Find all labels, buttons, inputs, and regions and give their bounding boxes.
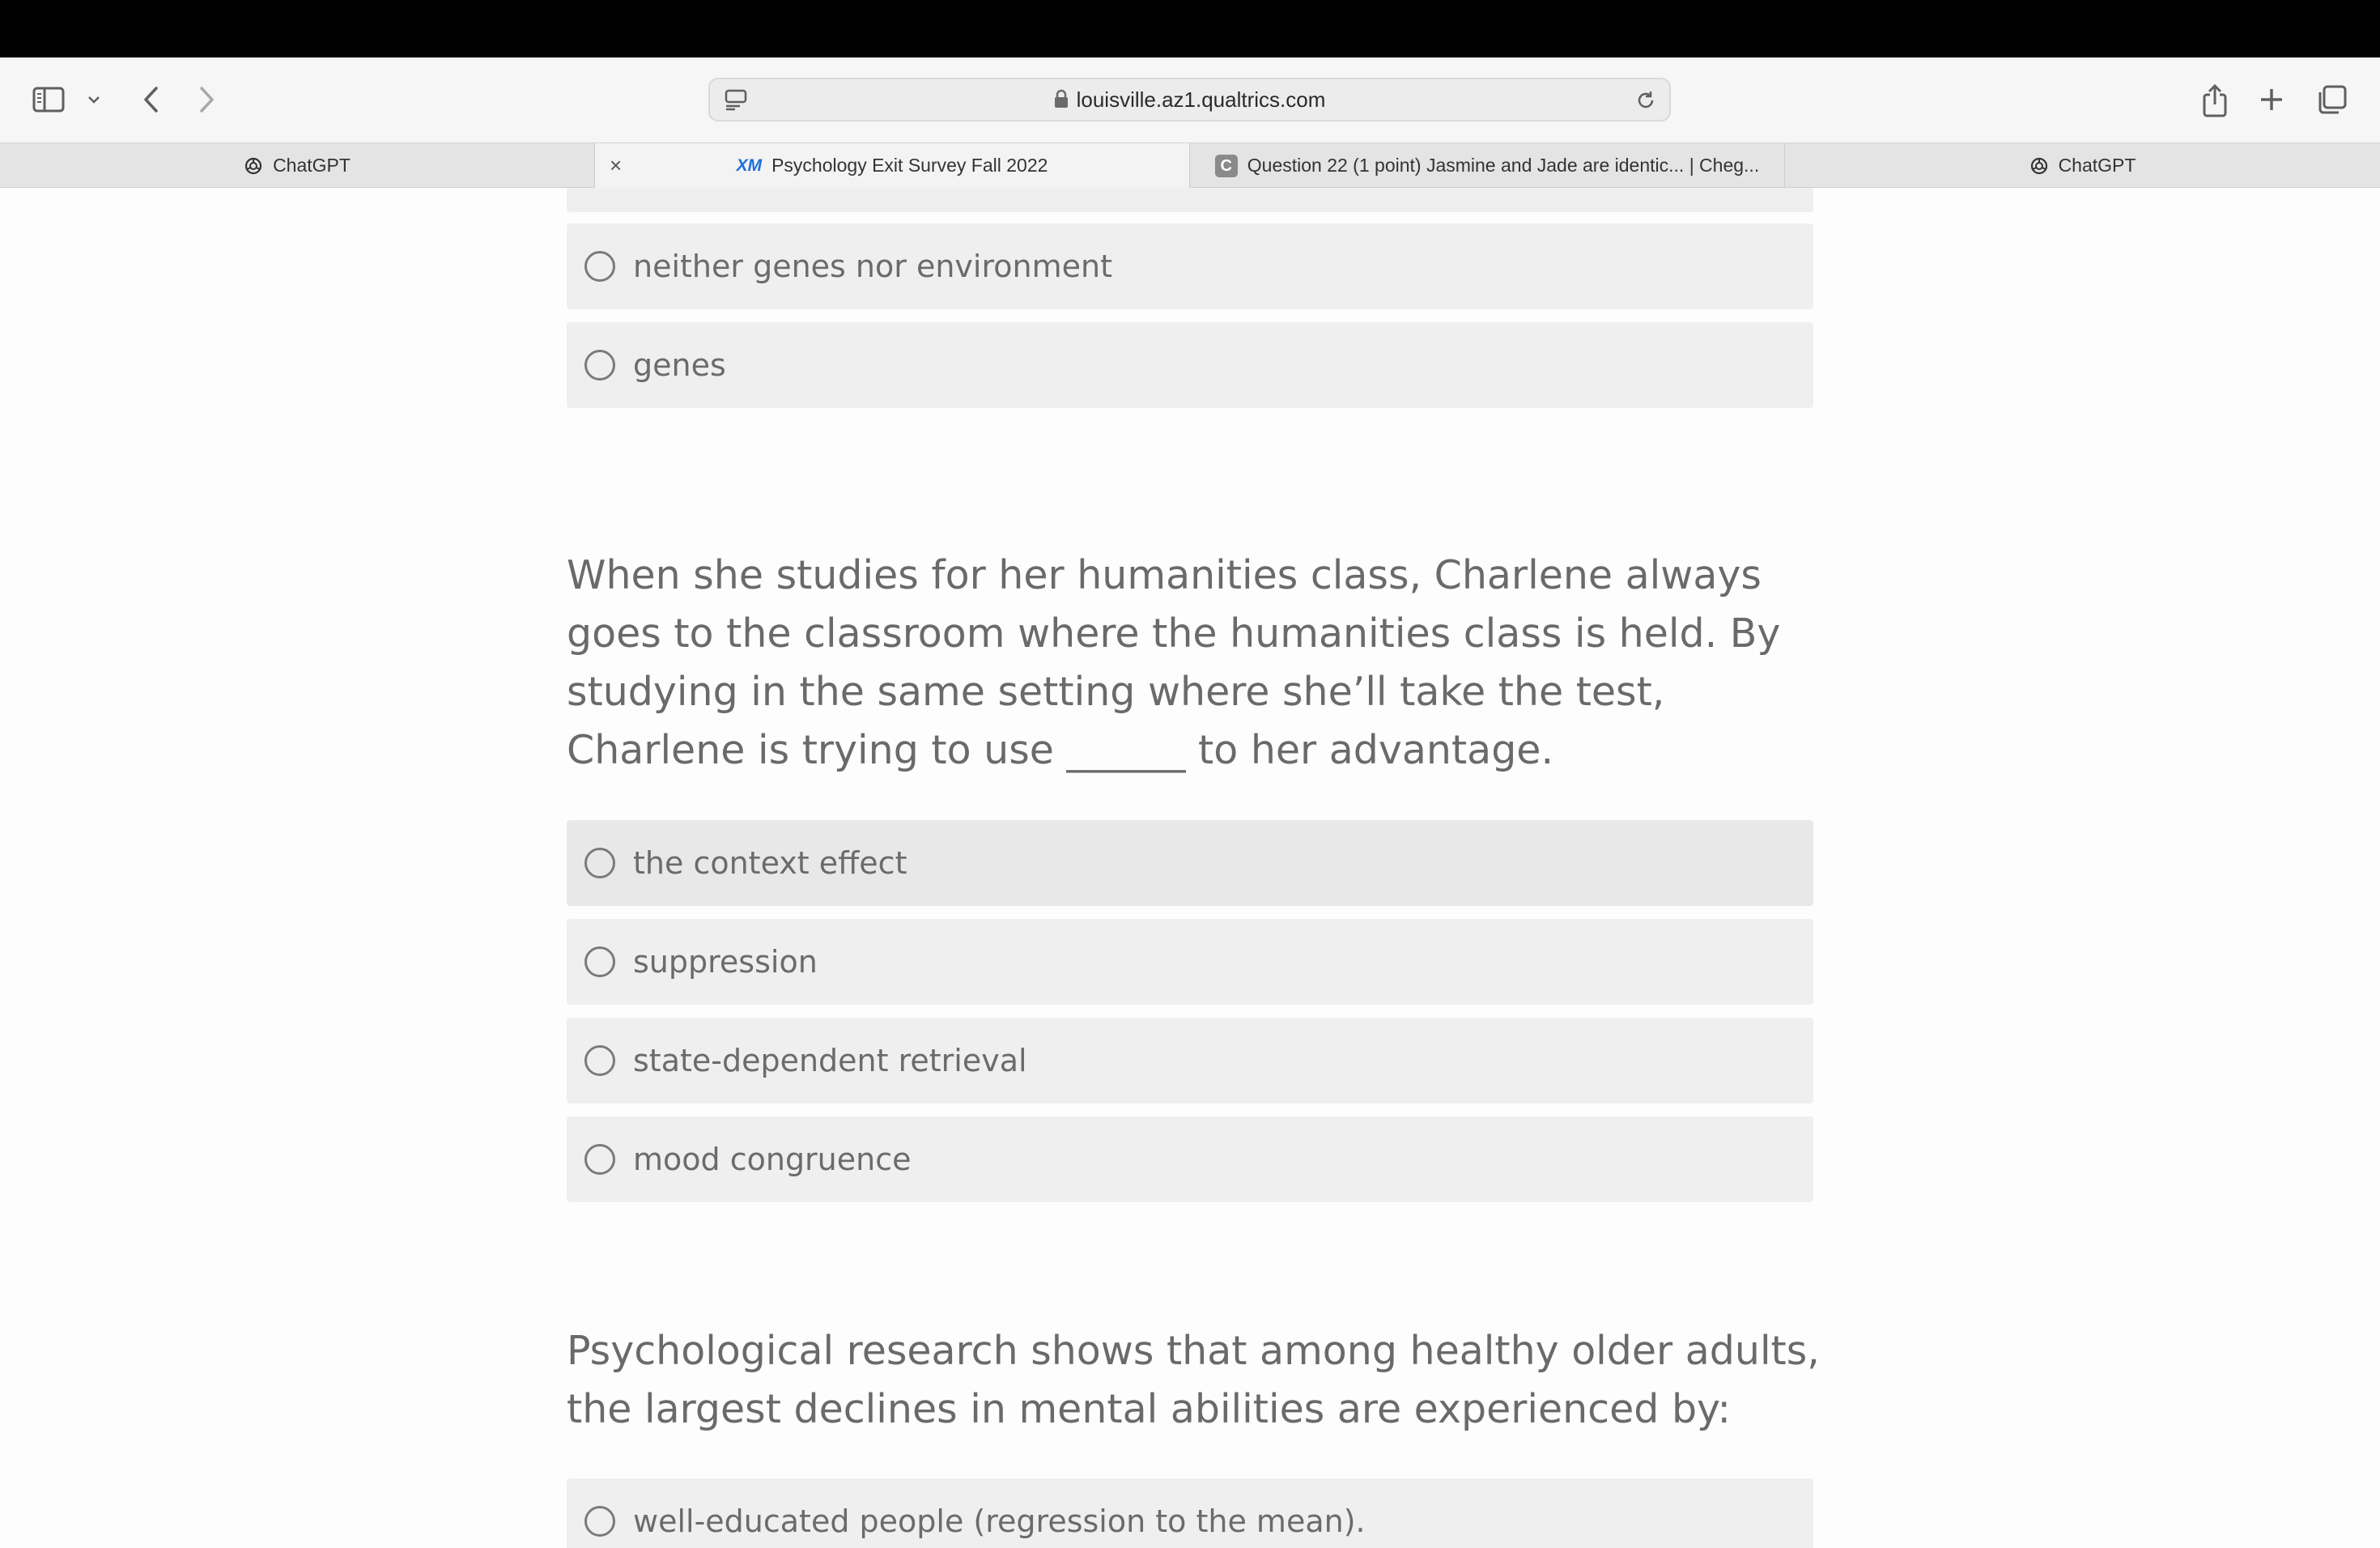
option-neither-genes-nor-environment[interactable] bbox=[567, 223, 1813, 309]
forward-arrow-icon[interactable] bbox=[191, 83, 223, 116]
tab-label: Psychology Exit Survey Fall 2022 bbox=[771, 155, 1048, 176]
xm-logo-text: XM bbox=[736, 155, 763, 175]
tab-chatgpt-2[interactable] bbox=[1785, 143, 2380, 188]
openai-icon bbox=[244, 156, 263, 176]
radio-button[interactable] bbox=[584, 946, 615, 977]
back-arrow-icon[interactable] bbox=[134, 83, 167, 116]
option-label: state-dependent retrieval bbox=[633, 1043, 1027, 1078]
reload-icon[interactable] bbox=[1632, 87, 1660, 113]
close-tab-icon[interactable]: × bbox=[610, 153, 623, 177]
option-label: the context effect bbox=[633, 845, 907, 881]
radio-button[interactable] bbox=[584, 251, 615, 282]
tab-label: Question 22 (1 point) Jasmine and Jade are identic... | Cheg... bbox=[1247, 155, 1760, 176]
url-display bbox=[710, 79, 1669, 120]
xm-icon bbox=[737, 156, 763, 176]
chevron-down-icon[interactable] bbox=[84, 90, 104, 109]
question-text-older-adults: Psychological research shows that among healthy older adults, the largest declines in mental abilities are experienced by: bbox=[567, 1328, 1820, 1432]
tab-chegg[interactable] bbox=[1190, 143, 1785, 188]
radio-button[interactable] bbox=[584, 848, 615, 878]
lock-icon bbox=[1054, 81, 1069, 121]
question-text-charlene: When she studies for her humanities class, Charlene always goes to the classroom where the humanities class is held. By studying in the same setting where she’ll take the test, Charlene is trying to use ______ to her advantage. bbox=[567, 552, 1781, 773]
radio-button[interactable] bbox=[584, 350, 615, 381]
option-context-effect[interactable] bbox=[567, 820, 1813, 906]
chegg-icon bbox=[1215, 155, 1238, 177]
option-label: suppression bbox=[633, 944, 818, 980]
tab-label: ChatGPT bbox=[273, 155, 351, 176]
option-label: genes bbox=[633, 347, 726, 383]
sidebar-toggle-icon[interactable] bbox=[31, 85, 66, 114]
share-icon[interactable] bbox=[2199, 82, 2231, 119]
option-label: well-educated people (regression to the mean). bbox=[633, 1503, 1366, 1539]
openai-icon bbox=[2029, 156, 2049, 176]
option-well-educated-people[interactable] bbox=[567, 1478, 1813, 1548]
option-mood-congruence[interactable] bbox=[567, 1116, 1813, 1202]
chegg-logo-text: C bbox=[1215, 155, 1238, 177]
tab-label: ChatGPT bbox=[2058, 155, 2136, 176]
tab-chatgpt-1[interactable] bbox=[0, 143, 595, 188]
menu-bar-black bbox=[0, 0, 2380, 57]
radio-button[interactable] bbox=[584, 1045, 615, 1076]
tab-overview-icon[interactable] bbox=[2315, 83, 2349, 116]
address-bar[interactable] bbox=[708, 78, 1671, 121]
survey-page bbox=[0, 188, 2380, 1548]
browser-toolbar bbox=[0, 57, 2380, 142]
option-state-dependent-retrieval[interactable] bbox=[567, 1018, 1813, 1104]
radio-button[interactable] bbox=[584, 1506, 615, 1537]
new-tab-plus-icon[interactable] bbox=[2255, 83, 2288, 116]
tab-bar bbox=[0, 142, 2380, 188]
option-label: mood congruence bbox=[633, 1142, 912, 1177]
option-interaction-genes-environment[interactable] bbox=[567, 188, 1813, 212]
tab-psychology-survey[interactable] bbox=[595, 143, 1190, 188]
option-label: neither genes nor environment bbox=[633, 249, 1112, 284]
radio-button[interactable] bbox=[584, 1144, 615, 1175]
option-suppression[interactable] bbox=[567, 919, 1813, 1005]
url-text: louisville.az1.qualtrics.com bbox=[1076, 87, 1326, 112]
option-genes[interactable] bbox=[567, 322, 1813, 408]
